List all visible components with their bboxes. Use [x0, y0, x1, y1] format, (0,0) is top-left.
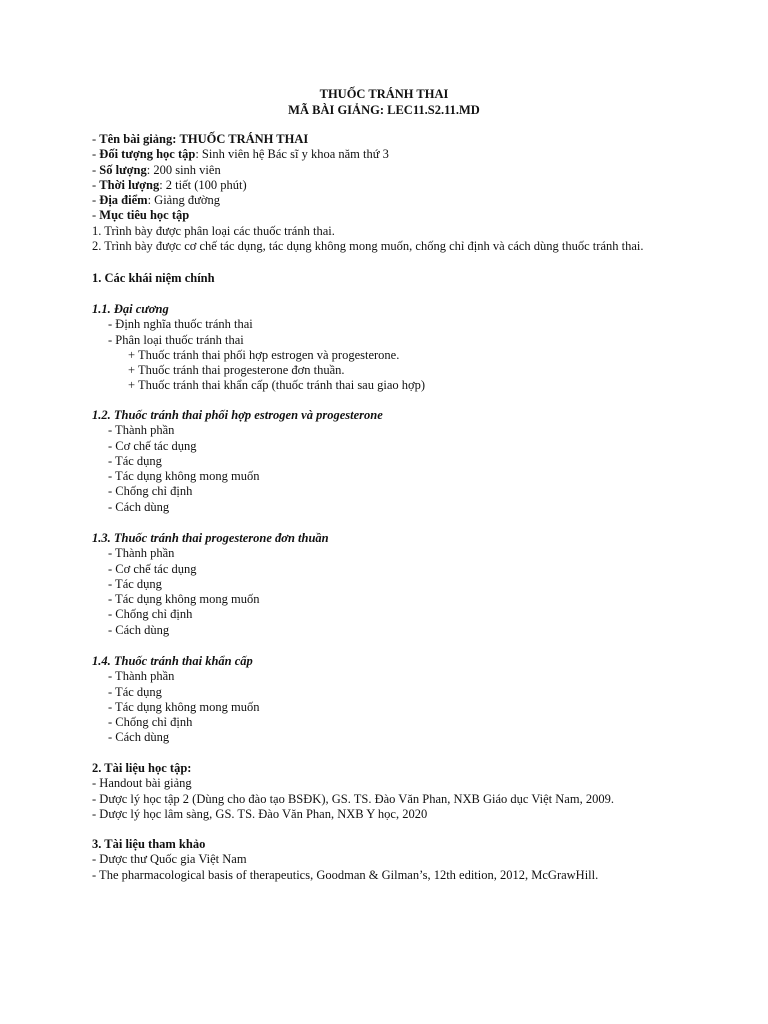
list-item: - Thành phần	[108, 669, 175, 684]
info-duration: - Thời lượng: 2 tiết (100 phút)	[92, 177, 247, 192]
list-item: - Chống chỉ định	[108, 607, 193, 622]
list-item: - Chống chỉ định	[108, 484, 193, 499]
section-1-2-heading: 1.2. Thuốc tránh thai phối hợp estrogen và progesterone	[92, 408, 383, 422]
list-item: - Chống chỉ định	[108, 715, 193, 730]
list-item: - Cách dùng	[108, 499, 170, 514]
lecture-info	[92, 132, 732, 254]
list-item: - Cơ chế tác dụng	[108, 438, 197, 453]
title-block	[0, 86, 768, 118]
section-2-heading: 2. Tài liệu học tập:	[92, 761, 192, 775]
sub-list-item: + Thuốc tránh thai progesterone đơn thuần.	[128, 363, 345, 378]
section-1-heading-wrap	[92, 271, 732, 286]
goal-item: 1. Trình bày được phân loại các thuốc tránh thai.	[92, 223, 335, 238]
sub-list-item: + Thuốc tránh thai khẩn cấp (thuốc tránh thai sau giao hợp)	[128, 378, 426, 393]
list-item: - Tác dụng	[108, 576, 162, 591]
info-place: - Địa điểm: Giảng đường	[92, 193, 220, 208]
list-item: - Cơ chế tác dụng	[108, 561, 197, 576]
section-3	[92, 837, 732, 883]
section-1-heading: 1. Các khái niệm chính	[92, 271, 215, 285]
info-lecture-name: - Tên bài giảng: THUỐC TRÁNH THAI	[92, 132, 309, 146]
list-item: - Định nghĩa thuốc tránh thai	[108, 317, 253, 332]
section-1-1-heading: 1.1. Đại cương	[92, 302, 169, 316]
list-item: - Handout bài giảng	[92, 776, 192, 791]
section-3-heading: 3. Tài liệu tham khảo	[92, 837, 206, 851]
sub-list-item: + Thuốc tránh thai phối hợp estrogen và progesterone.	[128, 347, 400, 362]
document-title: THUỐC TRÁNH THAI	[319, 87, 449, 101]
list-item: - Thành phần	[108, 546, 175, 561]
list-item: - Cách dùng	[108, 730, 170, 745]
lecture-code: MÃ BÀI GIẢNG: LEC11.S2.11.MD	[288, 103, 480, 117]
info-goals-heading: - Mục tiêu học tập	[92, 208, 190, 223]
list-item: - Tác dụng không mong muốn	[108, 699, 260, 714]
list-item: - Cách dùng	[108, 622, 170, 637]
list-item: - Tác dụng không mong muốn	[108, 469, 260, 484]
section-1-3	[92, 531, 732, 638]
list-item: - Dược thư Quốc gia Việt Nam	[92, 852, 247, 867]
list-item: - Thành phần	[108, 423, 175, 438]
list-item: - Tác dụng	[108, 453, 162, 468]
list-item: - Tác dụng	[108, 684, 162, 699]
list-item: - Phân loại thuốc tránh thai	[108, 332, 244, 347]
section-1-4	[92, 654, 732, 746]
list-item: - Dược lý học lâm sàng, GS. TS. Đào Văn Phan, NXB Y học, 2020	[92, 806, 428, 821]
list-item: - Tác dụng không mong muốn	[108, 592, 260, 607]
goal-item: 2. Trình bày được cơ chế tác dụng, tác dụng không mong muốn, chống chỉ định và cách dùng thuốc tránh thai.	[92, 239, 644, 254]
info-count: - Số lượng: 200 sinh viên	[92, 162, 221, 177]
section-1-3-heading: 1.3. Thuốc tránh thai progesterone đơn thuần	[92, 531, 329, 545]
section-1-2	[92, 408, 732, 515]
info-audience: - Đối tượng học tập: Sinh viên hệ Bác sĩ y khoa năm thứ 3	[92, 147, 389, 162]
section-1-4-heading: 1.4. Thuốc tránh thai khẩn cấp	[92, 654, 253, 668]
section-2	[92, 761, 732, 822]
section-1-1	[92, 302, 732, 394]
list-item: - The pharmacological basis of therapeutics, Goodman & Gilman’s, 12th edition, 2012, McGrawHill.	[92, 867, 599, 882]
list-item: - Dược lý học tập 2 (Dùng cho đào tạo BSĐK), GS. TS. Đào Văn Phan, NXB Giáo dục Việt Nam, 2009.	[92, 791, 614, 806]
